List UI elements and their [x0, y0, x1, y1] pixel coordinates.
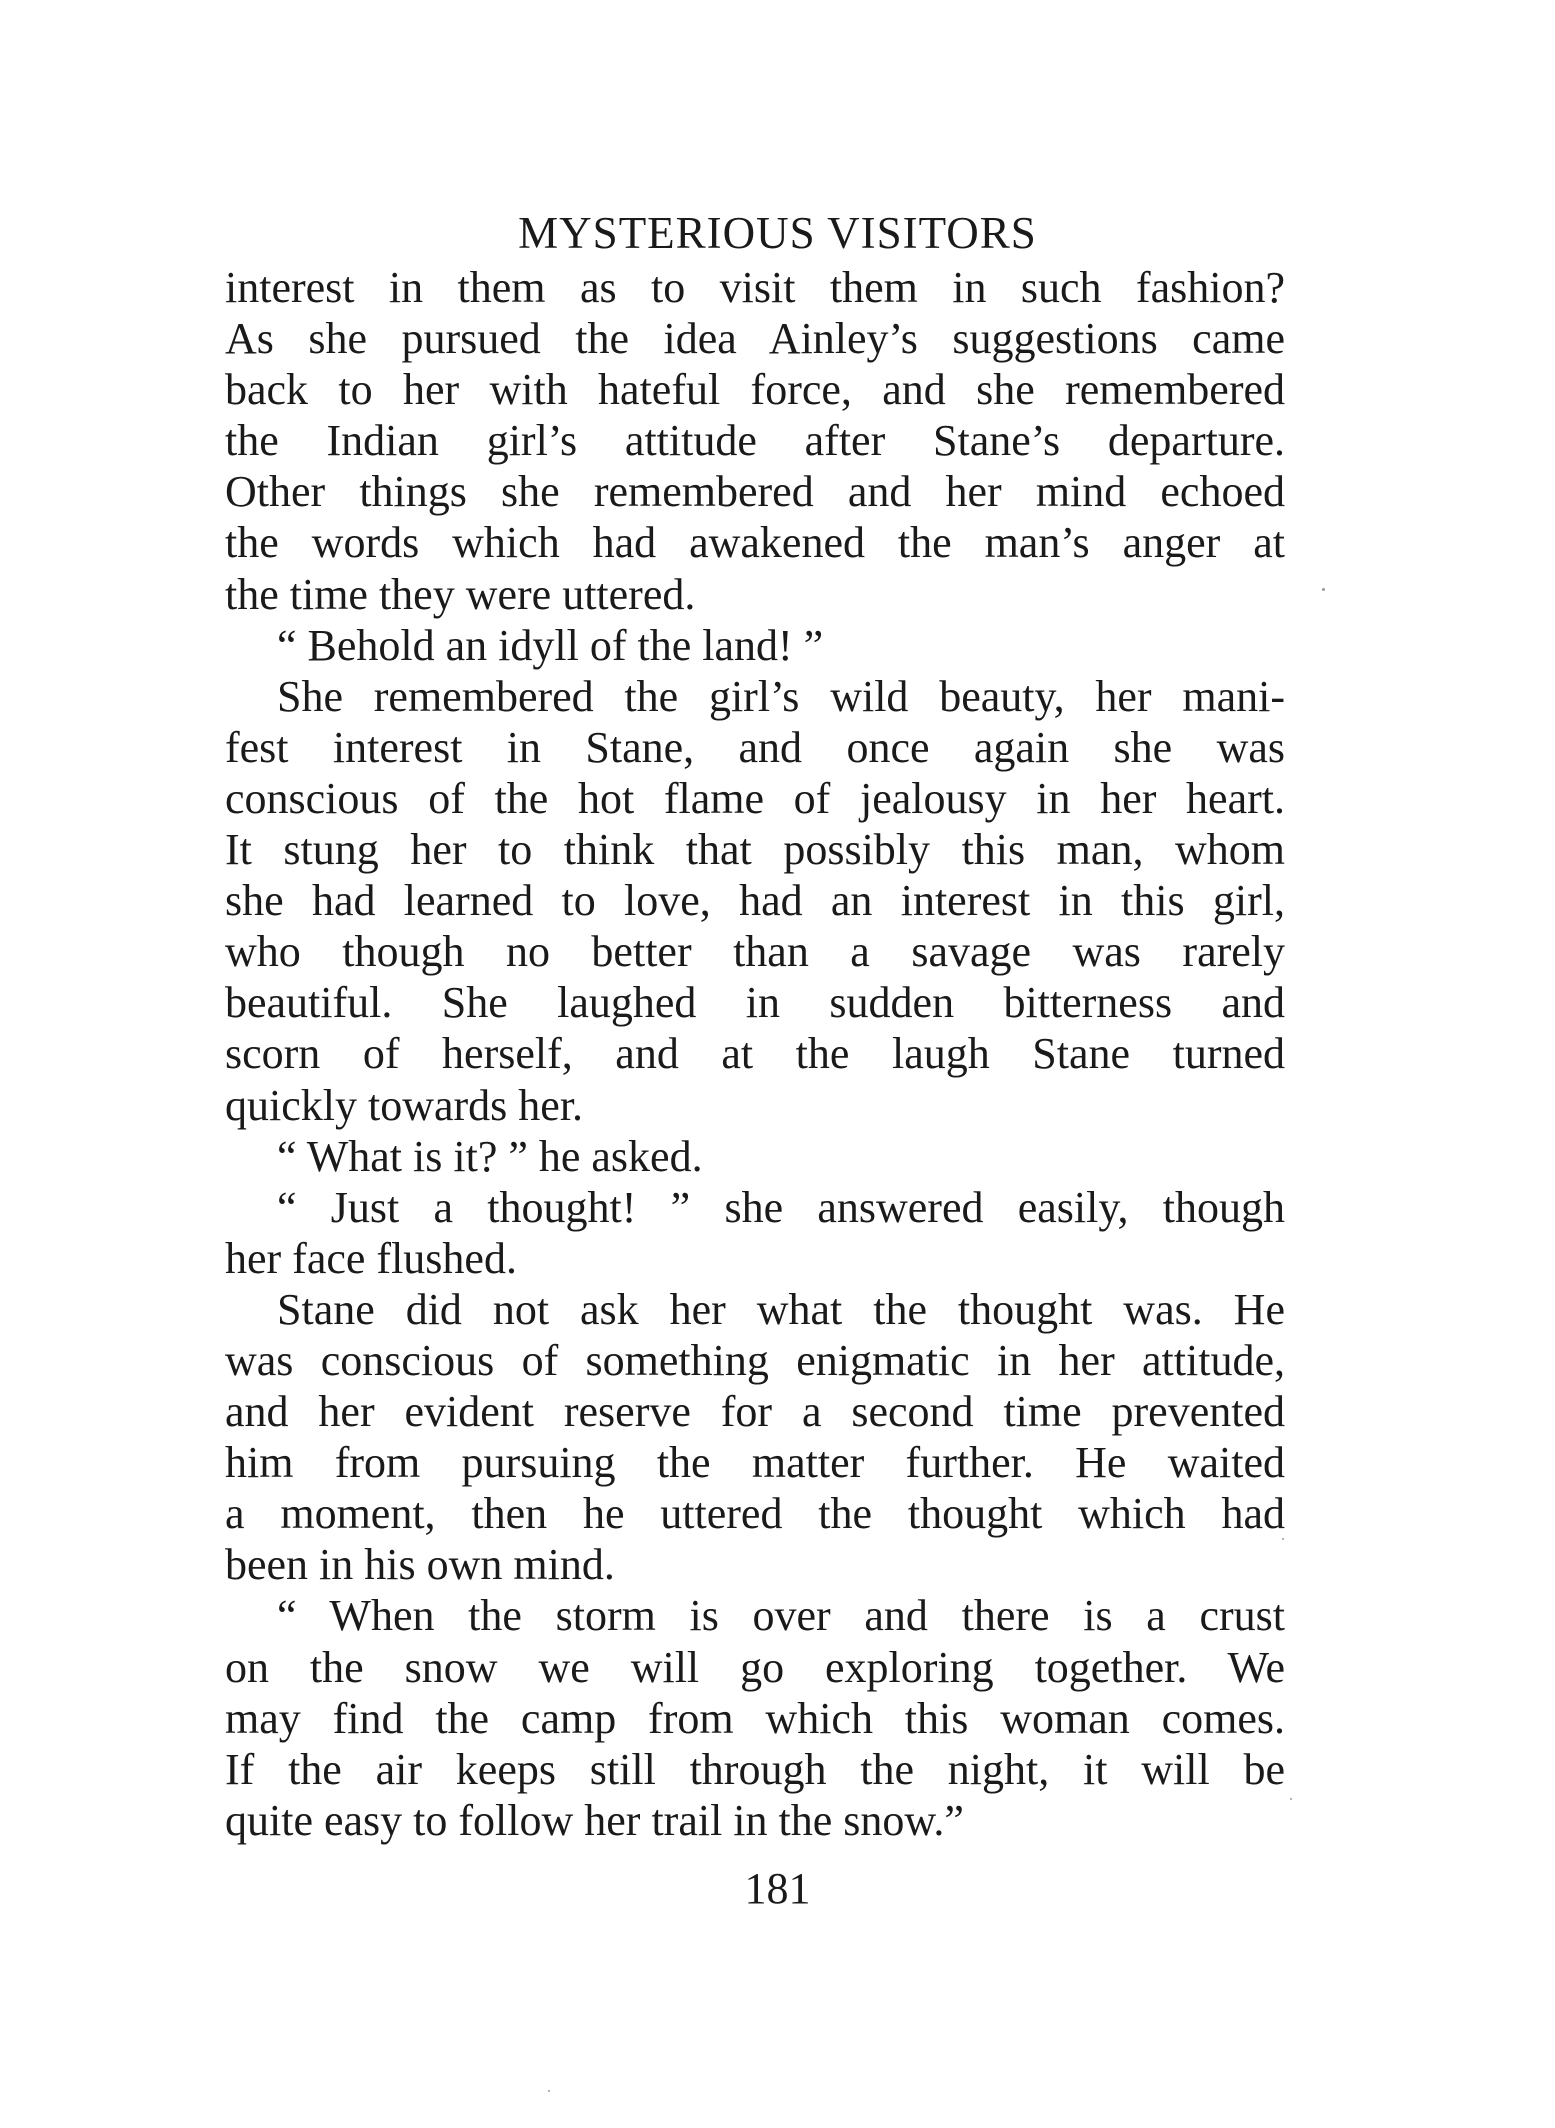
text-line: her face flushed.	[225, 1233, 517, 1283]
text-line: beautiful. She laughed in sudden bitterness and	[225, 978, 1285, 1028]
text-line: She remembered the girl’s wild beauty, her mani-	[277, 671, 1285, 721]
text-line: was conscious of something enigmatic in her attitude,	[225, 1335, 1285, 1385]
text-line: the words which had awakened the man’s anger at	[225, 518, 1285, 568]
paper-speck	[1282, 1538, 1284, 1540]
text-line: been in his own mind.	[225, 1540, 615, 1590]
page-number: 181	[744, 1864, 811, 1913]
text-line: she had learned to love, had an interest in this girl,	[225, 876, 1285, 926]
body-text	[225, 262, 1285, 1846]
text-line: Other things she remembered and her mind echoed	[225, 467, 1285, 517]
text-line: a moment, then he uttered the thought which had	[225, 1489, 1285, 1539]
paper-speck	[548, 2090, 550, 2092]
text-line: “ When the storm is over and there is a crust	[277, 1591, 1285, 1641]
text-line: “ What is it? ” he asked.	[277, 1131, 703, 1181]
text-line: back to her with hateful force, and she remembered	[225, 365, 1285, 415]
text-line: “ Behold an idyll of the land! ”	[277, 620, 824, 670]
text-line: interest in them as to visit them in such fashion?	[225, 263, 1285, 312]
running-head: MYSTERIOUS VISITORS	[518, 208, 1037, 258]
text-line: As she pursued the idea Ainley’s suggestions came	[225, 314, 1285, 364]
text-line: scorn of herself, and at the laugh Stane turned	[225, 1029, 1285, 1079]
text-line: Stane did not ask her what the thought was. He	[277, 1284, 1285, 1334]
text-line: It stung her to think that possibly this man, whom	[225, 825, 1285, 875]
text-line: who though no better than a savage was rarely	[225, 927, 1285, 977]
paper-speck	[1322, 588, 1325, 591]
text-line: the Indian girl’s attitude after Stane’s departure.	[225, 416, 1285, 466]
text-line: may find the camp from which this woman comes.	[225, 1693, 1285, 1743]
text-line: “ Just a thought! ” she answered easily, though	[277, 1182, 1285, 1232]
text-line: and her evident reserve for a second time prevented	[225, 1387, 1285, 1437]
text-line: quite easy to follow her trail in the snow.”	[225, 1795, 964, 1845]
text-line: conscious of the hot flame of jealousy in her heart.	[225, 773, 1285, 823]
text-line: the time they were uttered.	[225, 569, 696, 619]
paper-speck	[1290, 1798, 1292, 1800]
text-line: on the snow we will go exploring together. We	[225, 1642, 1285, 1692]
text-line: quickly towards her.	[225, 1080, 584, 1130]
text-line: fest interest in Stane, and once again she was	[225, 722, 1285, 772]
text-line: If the air keeps still through the night, it will be	[225, 1744, 1285, 1794]
text-line: him from pursuing the matter further. He waited	[225, 1438, 1285, 1488]
